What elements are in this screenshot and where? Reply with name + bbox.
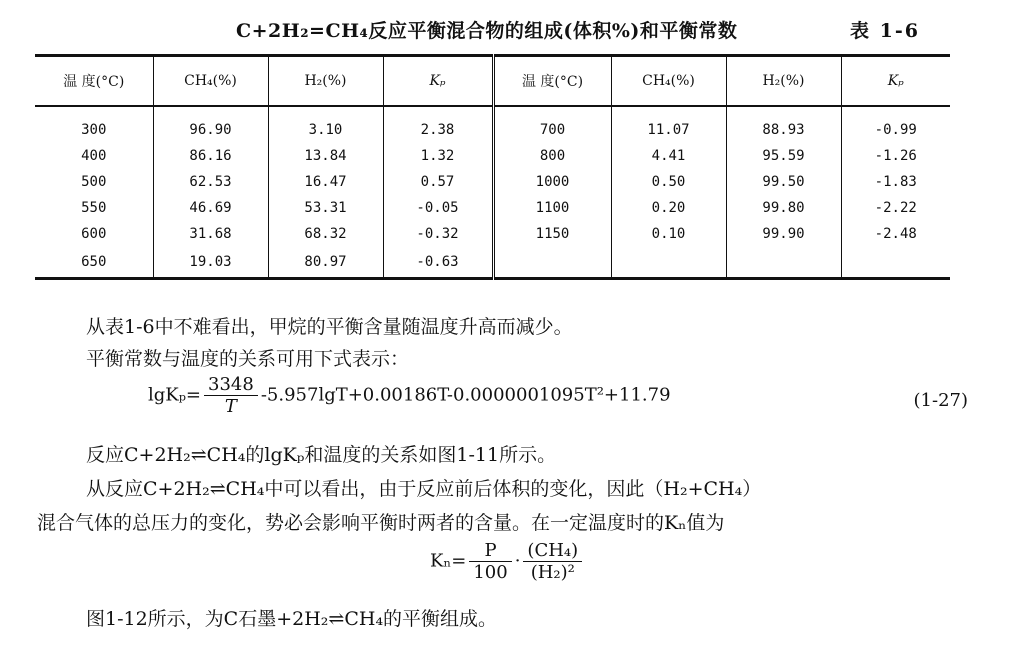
table-caption bbox=[0, 8, 1024, 48]
paragraph-1: 从表1-6中不难看出，甲烷的平衡含量随温度升高而减少。 bbox=[86, 316, 573, 338]
table-number: 表 1-6 bbox=[850, 20, 920, 42]
table-row bbox=[35, 106, 950, 143]
cell: 2.38 bbox=[383, 106, 493, 143]
paragraph-2: 平衡常数与温度的关系可用下式表示： bbox=[86, 348, 410, 370]
eq1-fraction bbox=[204, 374, 258, 417]
cell: -2.22 bbox=[841, 195, 950, 221]
header-h2-left: H₂(%) bbox=[268, 56, 383, 107]
cell: 53.31 bbox=[268, 195, 383, 221]
eq1-rhs: -5.957lgT+0.00186T-0.0000001095T²+11.79 bbox=[260, 384, 671, 406]
cell: 95.59 bbox=[726, 143, 841, 169]
cell: 68.32 bbox=[268, 221, 383, 247]
paragraph-6: 图1-12所示，为C石墨+2H₂⇌CH₄的平衡组成。 bbox=[86, 608, 498, 630]
eq2-denominator-1: 100 bbox=[473, 562, 508, 583]
cell: 0.50 bbox=[611, 169, 726, 195]
cell: 3.10 bbox=[268, 106, 383, 143]
cell: 800 bbox=[493, 143, 611, 169]
eq2-fraction-1 bbox=[469, 540, 511, 583]
cell: 1100 bbox=[493, 195, 611, 221]
cell: 80.97 bbox=[268, 247, 383, 279]
equilibrium-table bbox=[35, 54, 950, 280]
table-row bbox=[35, 247, 950, 279]
cell: 0.57 bbox=[383, 169, 493, 195]
header-kp-right: Kₚ bbox=[841, 56, 950, 107]
table-title: C+2H₂=CH₄反应平衡混合物的组成(体积%)和平衡常数 bbox=[236, 20, 738, 42]
cell bbox=[726, 247, 841, 279]
cell: -1.83 bbox=[841, 169, 950, 195]
cell: -0.05 bbox=[383, 195, 493, 221]
equation-1-27 bbox=[148, 374, 968, 430]
cell: 88.93 bbox=[726, 106, 841, 143]
cell: 700 bbox=[493, 106, 611, 143]
table-row bbox=[35, 143, 950, 169]
table-row bbox=[35, 195, 950, 221]
cell: 99.90 bbox=[726, 221, 841, 247]
eq1-numerator: 3348 bbox=[204, 374, 258, 396]
cell: 1.32 bbox=[383, 143, 493, 169]
table-header-row bbox=[35, 56, 950, 107]
header-ch4-right: CH₄(%) bbox=[611, 56, 726, 107]
cell: -2.48 bbox=[841, 221, 950, 247]
header-temp-left: 温 度(°C) bbox=[35, 56, 153, 107]
cell: 600 bbox=[81, 226, 107, 242]
cell: 62.53 bbox=[153, 169, 268, 195]
cell: 86.16 bbox=[153, 143, 268, 169]
eq1-denominator: T bbox=[224, 396, 237, 417]
eq2-lhs: Kₙ= bbox=[430, 550, 467, 572]
cell bbox=[841, 247, 950, 279]
cell: 1150 bbox=[493, 221, 611, 247]
cell: -1.26 bbox=[841, 143, 950, 169]
paragraph-3: 反应C+2H₂⇌CH₄的lgKₚ和温度的关系如图1-11所示。 bbox=[86, 444, 557, 466]
cell: 500 bbox=[81, 174, 107, 190]
cell: 31.68 bbox=[153, 221, 268, 247]
cell: 300 bbox=[81, 122, 107, 138]
cell: 96.90 bbox=[153, 106, 268, 143]
eq2-numerator-1: P bbox=[469, 540, 511, 562]
cell: -0.32 bbox=[383, 221, 493, 247]
paragraph-5: 混合气体的总压力的变化，势必会影响平衡时两者的含量。在一定温度时的Kₙ值为 bbox=[37, 512, 725, 534]
header-temp-right: 温 度(°C) bbox=[493, 56, 611, 107]
cell: 550 bbox=[81, 200, 107, 216]
equation-number: (1-27) bbox=[913, 390, 968, 411]
cell: 99.50 bbox=[726, 169, 841, 195]
cell: 13.84 bbox=[268, 143, 383, 169]
cell: 0.20 bbox=[611, 195, 726, 221]
table-row bbox=[35, 169, 950, 195]
cell: 4.41 bbox=[611, 143, 726, 169]
cell: 99.80 bbox=[726, 195, 841, 221]
eq2-fraction-2 bbox=[523, 540, 582, 583]
cell: 11.07 bbox=[611, 106, 726, 143]
cell: 46.69 bbox=[153, 195, 268, 221]
cell: 400 bbox=[81, 148, 107, 164]
cell: 16.47 bbox=[268, 169, 383, 195]
header-ch4-left: CH₄(%) bbox=[153, 56, 268, 107]
eq2-denominator-2: (H₂)² bbox=[530, 562, 575, 583]
eq1-lhs: lgKₚ= bbox=[148, 384, 202, 406]
equation-kn: Kₙ= $\frac{P}{100}$ · $\frac{\text{(CH₄)}}{\text{(H₂)²}}$ bbox=[430, 540, 585, 600]
cell: 650 bbox=[35, 247, 153, 279]
cell bbox=[611, 247, 726, 279]
cell: 19.03 bbox=[153, 247, 268, 279]
cell bbox=[493, 247, 611, 279]
cell: 0.10 bbox=[611, 221, 726, 247]
cell: -0.99 bbox=[841, 106, 950, 143]
table-row bbox=[35, 221, 950, 247]
cell: -0.63 bbox=[383, 247, 493, 279]
header-h2-right: H₂(%) bbox=[726, 56, 841, 107]
header-kp-left: Kₚ bbox=[383, 56, 493, 107]
cell: 1000 bbox=[493, 169, 611, 195]
paragraph-4: 从反应C+2H₂⇌CH₄中可以看出，由于反应前后体积的变化，因此（H₂+CH₄） bbox=[86, 478, 762, 500]
eq2-numerator-2: (CH₄) bbox=[523, 540, 582, 562]
